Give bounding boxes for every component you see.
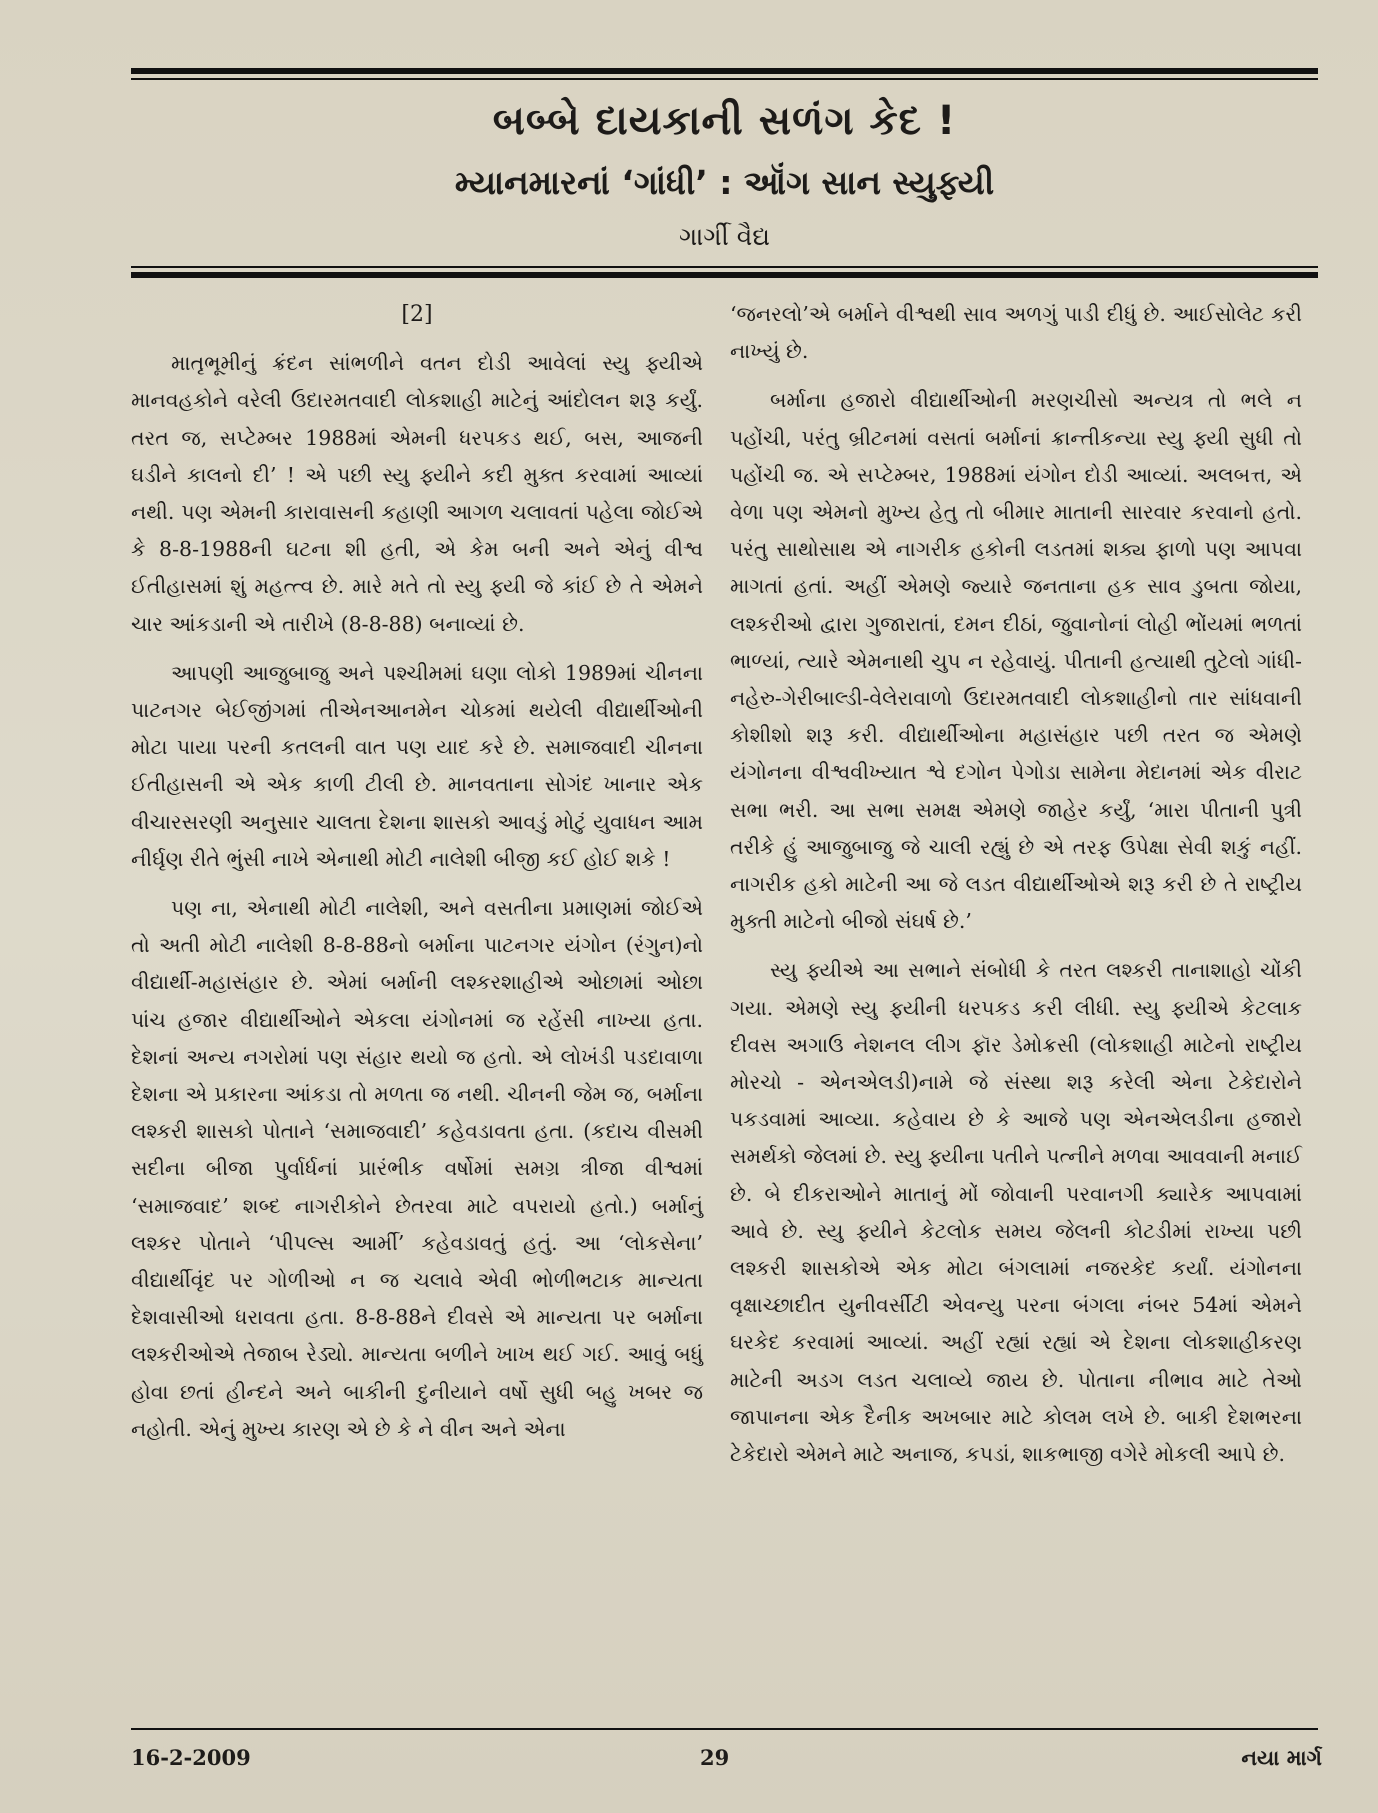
header-bottom-rule (131, 272, 1318, 278)
footer-rule (131, 1728, 1318, 1730)
paragraph: પણ ના, એનાથી મોટી નાલેશી, અને વસતીના પ્રમાણમાં જોઈએ તો અતી મોટી નાલેશી 8-8-88નો બર્માના પાટનગર યંગોન (રંગુન)નો વીદ્યાર્થી-મહાસંહાર છે. એમાં બર્માની લશ્કરશાહીએ ઓછામાં ઓછા પાંચ હજાર વીદ્યાર્થીઓને એકલા યંગોનમાં જ રહેંસી નાખ્યા હતા. દેશનાં અન્ય નગરોમાં પણ સંહાર થયો જ હતો. એ લોખંડી પડદાવાળા દેશના એ પ્રકારના આંકડા તો મળતા જ નથી. ચીનની જેમ જ, બર્માના લશ્કરી શાસકો પોતાને ‘સમાજવાદી’ કહેવડાવતા હતા. (કદાચ વીસમી સદીના બીજા પુર્વાર્ધનાં પ્રારંભીક વર્ષોમાં સમગ્ર ત્રીજા વીશ્વમાં ‘સમાજવાદ’ શબ્દ નાગરીકોને છેતરવા માટે વપરાયો હતો.) બર્માનું લશ્કર પોતાને ‘પીપલ્સ આર્મી’ કહેવડાવતું હતું. આ ‘લોકસેના’ વીદ્યાર્થીવૃંદ પર ગોળીઓ ન જ ચલાવે એવી ભોળીભટાક માન્યતા દેશવાસીઓ ધરાવતા હતા. 8-8-88ને દીવસે એ માન્યતા પર બર્માના લશ્કરીઓએ તેજાબ રેડ્યો. માન્યતા બળીને ખાખ થઈ ગઈ. આવું બધું હોવા છતાં હીન્દને અને બાકીની દુનીયાને વર્ષો સુધી બહુ ખબર જ નહોતી. એનું મુખ્ય કારણ એ છે કે ને વીન અને એના (131, 896, 703, 1441)
paragraph: સ્યુ ફ્યીએ આ સભાને સંબોધી કે તરત લશ્કરી તાનાશાહો ચોંકી ગયા. એમણે સ્યુ ફ્યીની ધરપકડ કરી લીધી. સ્યુ ફ્યીએ કેટલાક દીવસ અગાઉ નેશનલ લીગ ફૉર ડેમોક્રસી (લોકશાહી માટેનો રાષ્ટ્રીય મોરચો - એનએલડી)નામે જે સંસ્થા શરૂ કરેલી એના ટેકેદારોને પકડવામાં આવ્યા. કહેવાય છે કે આજે પણ એનએલડીના હજારો સમર્થકો જેલમાં છે. સ્યુ ફ્યીના પતીને પત્નીને મળવા આવવાની મનાઈ છે. બે દીકરાઓને માતાનું મોં જોવાની પરવાનગી ક્યારેક આપવામાં આવે છે. સ્યુ ફ્યીને કેટલોક સમય જેલની કોટડીમાં રાખ્યા પછી લશ્કરી શાસકોએ એક મોટા બંગલામાં નજરકેદ કર્યાં. યંગોનના વૃક્ષાચ્છાદીત યુનીવર્સીટી એવન્યુ પરના બંગલા નંબર 54માં એમને ઘરકેદ કરવામાં આવ્યાં. અહીં રહ્યાં રહ્યાં એ દેશના લોકશાહીકરણ માટેની અડગ લડત ચલાવ્યે જાય છે. પોતાના નીભાવ માટે તેઓ જાપાનના એક દૈનીક અખબાર માટે કોલમ લખે છે. બાકી દેશભરના ટેકેદારો એમને માટે અનાજ, કપડાં, શાકભાજી વગેરે મોકલી આપે છે. (730, 958, 1302, 1467)
page-number: 29 (700, 1745, 730, 1770)
article-author: ગાર્ગી વૈદ્ય (678, 222, 771, 251)
article-subtitle: મ્યાનમારનાં ‘ગાંધી’ : ઑંગ સાન સ્યુફ્યી (454, 163, 995, 202)
top-rule (131, 68, 1318, 74)
paragraph: ‘જનરલો’એ બર્માને વીશ્વથી સાવ અળગું પાડી દીધું છે. આઈસોલેટ કરી નાખ્યું છે. (730, 302, 1302, 364)
paragraph: માતૃભૂમીનું ક્રંદન સાંભળીને વતન દોડી આવેલાં સ્યુ ફ્યીએ માનવહકોને વરેલી ઉદારમતવાદી લોકશાહી માટેનું આંદોલન શરૂ કર્યું. તરત જ, સપ્ટેમ્બર 1988માં એમની ધરપકડ થઈ, બસ, આજની ઘડીને કાલનો દી’ ! એ પછી સ્યુ ફ્યીને કદી મુક્ત કરવામાં આવ્યાં નથી. પણ એમની કારાવાસની કહાણી આગળ ચલાવતાં પહેલા જોઈએ કે 8-8-1988ની ઘટના શી હતી, એ કેમ બની અને એનું વીશ્વ ઈતીહાસમાં શું મહત્ત્વ છે. મારે મતે તો સ્યુ ફ્યી જે કાંઈ છે તે એમને ચાર આંકડાની એ તારીખે (8-8-88) બનાવ્યાં છે. (131, 351, 703, 636)
header-bottom-rule-thin (131, 266, 1318, 268)
left-column (131, 296, 703, 1448)
right-column (730, 296, 1302, 1473)
paragraph: બર્માના હજારો વીદ્યાર્થીઓની મરણચીસો અન્યત્ર તો ભલે ન પહોંચી, પરંતુ બ્રીટનમાં વસતાં બર્માનાં ક્રાન્તીકન્યા સ્યુ ફ્યી સુધી તો પહોંચી જ. એ સપ્ટેમ્બર, 1988માં યંગોન દોડી આવ્યાં. અલબત્ત, એ વેળા પણ એમનો મુખ્ય હેતુ તો બીમાર માતાની સારવાર કરવાનો હતો. પરંતુ સાથોસાથ એ નાગરીક હકોની લડતમાં શક્ય ફાળો પણ આપવા માગતાં હતાં. અહીં એમણે જ્યારે જનતાના હક સાવ ડુબતા જોયા, લશ્કરીઓ દ્વારા ગુજારાતાં, દમન દીઠાં, જુવાનોનાં લોહી ભોંયમાં ભળતાં ભાળ્યાં, ત્યારે એમનાથી ચુપ ન રહેવાયું. પીતાની હત્યાથી તુટેલો ગાંધી-નહેરુ-ગેરીબાલ્ડી-વેલેરાવાળો ઉદારમતવાદી લોકશાહીનો તાર સાંધવાની કોશીશો શરૂ કરી. વીદ્યાર્થીઓના મહાસંહાર પછી તરત જ એમણે યંગોનના વીશ્વવીખ્યાત શ્વે દગોન પેગોડા સામેના મેદાનમાં એક વીરાટ સભા ભરી. આ સભા સમક્ષ એમણે જાહેર કર્યું, ‘મારા પીતાની પુત્રી તરીકે હું આજુબાજુ જે ચાલી રહ્યું છે એ તરફ ઉપેક્ષા સેવી શકું નહીં. નાગરીક હકો માટેની આ જે લડત વીદ્યાર્થીઓએ શરૂ કરી છે તે રાષ્ટ્રીય મુક્તી માટેનો બીજો સંઘર્ષ છે.’ (730, 388, 1302, 934)
article-title: બબ્બે દાયકાની સળંગ કેદ ! (492, 98, 957, 144)
section-number: [2] (401, 302, 433, 327)
paragraph: આપણી આજુબાજુ અને પશ્ચીમમાં ઘણા લોકો 1989માં ચીનના પાટનગર બેઈજીંગમાં તીએનઆનમેન ચોકમાં થયેલી વીદ્યાર્થીઓની મોટા પાયા પરની કતલની વાત પણ યાદ કરે છે. સમાજવાદી ચીનના ઈતીહાસની એ એક કાળી ટીલી છે. માનવતાના સોગંદ ખાનાર એક વીચારસરણી અનુસાર ચાલતા દેશના શાસકો આવડું મોટું યુવાધન આમ નીર્ઘૃણ રીતે ભુંસી નાખે એનાથી મોટી નાલેશી બીજી કઈ હોઈ શકે ! (131, 660, 703, 871)
top-rule-thin (131, 78, 1318, 80)
magazine-name: નયા માર્ગ (1241, 1745, 1322, 1770)
footer-date: 16-2-2009 (131, 1745, 251, 1770)
